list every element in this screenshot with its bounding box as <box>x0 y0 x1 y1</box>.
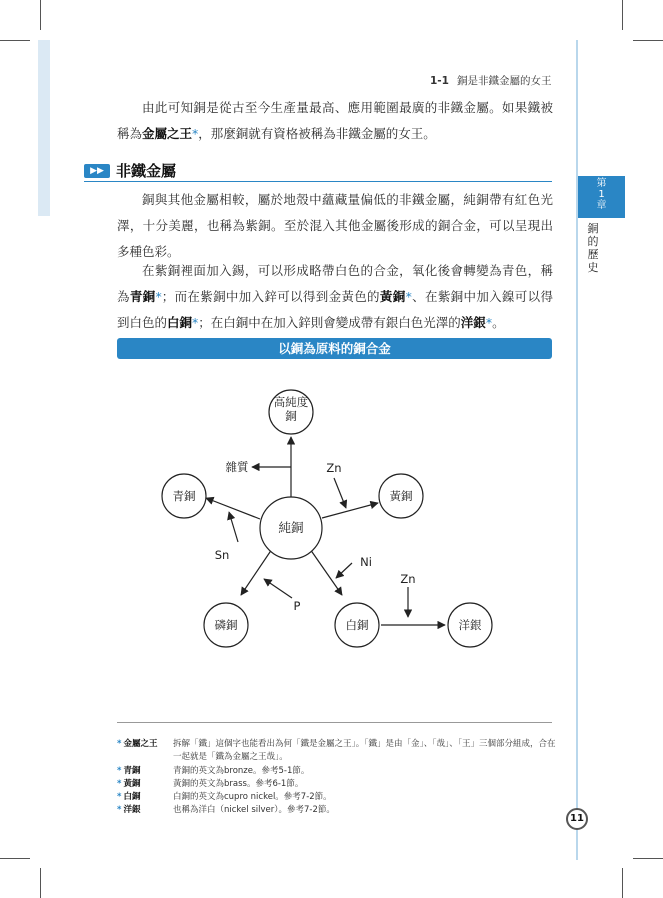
term-bronze: 青銅 <box>129 289 156 304</box>
intro-text: 由此可知銅是從古至今生產量最高、應用範圍最廣的非鐵金屬。如果鐵被稱為 <box>117 100 553 141</box>
page-number: 11 <box>566 808 588 830</box>
footnote-term: 金屬之王 <box>123 739 158 749</box>
edge-label: 雜質 <box>225 460 249 474</box>
para-text: 、在紫銅中加入鎳可以得到白色的 <box>117 289 553 330</box>
footnote-star: * <box>117 739 122 749</box>
edge-label: Ni <box>360 555 372 569</box>
footnote-rule <box>117 722 552 723</box>
body-paragraph: 銅與其他金屬相較，屬於地殼中蘊藏量偏低的非鐵金屬，純銅帶有紅色光澤，十分美麗，也稱為紫銅。至於混入其他金屬後形成的銅合金，可以呈現出多種色彩。 <box>117 192 553 259</box>
node-label: 磷銅 <box>214 618 238 632</box>
footnote-star: * <box>155 289 162 304</box>
chapter-title: 銅的歷史 <box>587 222 599 274</box>
intro-text: ，那麼銅就有資格被稱為非鐵金屬的女王。 <box>198 126 436 141</box>
footnote-star: * <box>192 126 199 141</box>
edge-label: Sn <box>214 548 230 562</box>
footnote-term: 洋銀 <box>123 805 141 815</box>
para-text: ；在白銅中在加入鋅則會變成帶有銀白色光澤的 <box>198 315 461 330</box>
node-label: 高純度銅 <box>273 395 309 423</box>
section-number: 1-1 <box>430 75 449 87</box>
arrow-ni <box>336 563 352 578</box>
node-label: 黃銅 <box>389 489 413 503</box>
intro-term: 金屬之王 <box>142 126 193 141</box>
term-cupronickel: 白銅 <box>167 315 193 330</box>
footnote-term: 黃銅 <box>123 779 141 789</box>
chapter-label-top: 第 <box>596 178 607 189</box>
node-label: 白銅 <box>345 618 369 632</box>
edge-label: P <box>293 599 301 613</box>
footnote-star: * <box>405 289 412 304</box>
footnote-text: 也稱為洋白（nickel silver）。參考7-2節。 <box>173 805 335 815</box>
section-marker-icon: ▶▶ <box>84 164 110 178</box>
arrow-to-brass <box>322 503 378 518</box>
arrow-p <box>264 579 292 598</box>
footnote-item <box>117 738 557 764</box>
footnote-star: * <box>117 805 122 815</box>
arrow-to-phosphor <box>241 549 272 595</box>
para-text: ；而在紫銅中加入鋅可以得到金黃色的 <box>161 289 380 304</box>
edge-label: Zn <box>400 572 416 586</box>
footnote-star: * <box>117 766 122 776</box>
chapter-label-bottom: 章 <box>596 200 607 211</box>
running-head-title: 銅是非鐵金屬的女王 <box>456 75 552 87</box>
section-heading: 非鐵金屬 <box>116 162 177 180</box>
node-label: 洋銀 <box>458 618 482 632</box>
footnote-text: 黃銅的英文為brass。參考6-1節。 <box>173 779 304 789</box>
footnote-star: * <box>485 315 493 330</box>
term-nickel-silver: 洋銀 <box>460 315 486 330</box>
footnote-term: 白銅 <box>123 792 141 802</box>
footnote-text: 白銅的英文為cupro nickel。參考7-2節。 <box>173 792 332 802</box>
edge-label: Zn <box>326 461 342 475</box>
diagram-title: 以銅為原料的銅合金 <box>117 338 552 359</box>
node-label: 青銅 <box>172 489 196 503</box>
para-text: 。 <box>492 315 505 330</box>
footnote-star: * <box>117 779 122 789</box>
arrow-to-cupronickel <box>310 549 342 595</box>
arrow-sn <box>229 512 238 542</box>
footnote-text: 青銅的英文為bronze。參考5-1節。 <box>173 766 310 776</box>
arrow-zn1 <box>334 478 346 508</box>
footnote-star: * <box>117 792 122 802</box>
term-brass: 黃銅 <box>379 289 406 304</box>
chapter-number: 1 <box>598 189 605 200</box>
footnote-star: * <box>192 315 199 330</box>
para-text: 在紫銅裡面加入錫，可以形成略帶白色的合金，氧化後會轉變為青色，稱為 <box>117 263 553 304</box>
arrow-to-bronze <box>206 498 260 519</box>
footnote-text: 拆解「鐵」這個字也能看出為何「鐵是金屬之王」。「鐵」是由「金」、「哉」、「王」三個部分組成，合在一起就是「鐵為金屬之王哉」。 <box>173 739 556 762</box>
node-label: 純銅 <box>278 520 304 535</box>
footnote-term: 青銅 <box>123 766 141 776</box>
